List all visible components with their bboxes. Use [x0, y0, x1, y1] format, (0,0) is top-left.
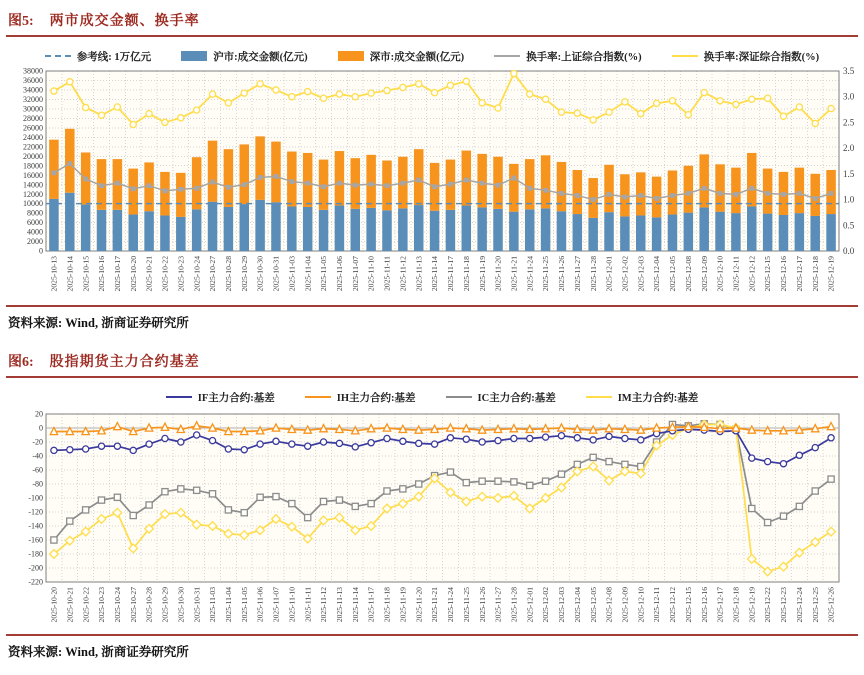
svg-text:14000: 14000 — [23, 180, 43, 190]
svg-text:2025-11-24: 2025-11-24 — [446, 587, 456, 623]
svg-text:2025-11-04: 2025-11-04 — [303, 256, 313, 292]
svg-text:2025-11-05: 2025-11-05 — [319, 256, 329, 292]
svg-text:2025-11-26: 2025-11-26 — [477, 587, 487, 623]
svg-text:2025-10-30: 2025-10-30 — [176, 587, 186, 623]
svg-text:2025-12-18: 2025-12-18 — [810, 256, 820, 292]
bar-sh — [779, 215, 789, 251]
bar-sz — [287, 152, 297, 207]
right-axis-labels — [843, 66, 855, 256]
svg-text:2025-11-14: 2025-11-14 — [350, 587, 360, 623]
svg-text:2025-11-27: 2025-11-27 — [572, 256, 582, 292]
bar-sh — [509, 212, 519, 251]
figure-6-section — [6, 347, 858, 664]
legend-item-sz-turnover — [672, 49, 820, 64]
bar-sz — [525, 159, 535, 209]
figure-6-title: 股指期货主力合约基差 — [49, 355, 200, 370]
svg-text:2025-11-19: 2025-11-19 — [477, 256, 487, 292]
bar-sh — [573, 214, 583, 251]
svg-text:2025-12-12: 2025-12-12 — [668, 587, 678, 623]
bar-sh — [810, 216, 820, 251]
svg-text:30000: 30000 — [23, 104, 43, 114]
svg-text:1.0: 1.0 — [843, 194, 855, 205]
bar-sh — [763, 214, 773, 251]
bar-sh — [113, 210, 123, 251]
legend-label-im-basis: IM主力合约:基差 — [617, 392, 699, 404]
svg-text:2025-12-09: 2025-12-09 — [620, 587, 630, 623]
svg-text:2025-10-31: 2025-10-31 — [271, 256, 281, 292]
figure-5-source: 资料来源: Wind, 浙商证券研究所 — [8, 316, 189, 330]
svg-text:8000: 8000 — [27, 208, 43, 218]
bar-sh — [731, 213, 741, 251]
bar-sh — [97, 210, 107, 251]
svg-text:-80: -80 — [32, 479, 43, 489]
bar-sh — [462, 206, 472, 251]
figure-5-legend — [6, 47, 858, 65]
svg-text:2025-11-11: 2025-11-11 — [382, 256, 392, 291]
bar-sh — [588, 218, 598, 251]
bar-sh — [795, 213, 805, 251]
x-axis-labels — [50, 587, 836, 623]
figure-5-tag: 图5: — [8, 14, 34, 29]
svg-text:2025-12-01: 2025-12-01 — [604, 256, 614, 292]
svg-text:2025-11-24: 2025-11-24 — [525, 256, 535, 292]
figure-6-title-rule — [6, 376, 858, 378]
bar-sh — [224, 207, 234, 251]
bar-sh — [176, 217, 186, 251]
figure-5-chart — [6, 65, 858, 305]
left-axis-labels — [23, 67, 43, 256]
svg-text:2025-10-31: 2025-10-31 — [192, 587, 202, 623]
bar-sh — [493, 209, 503, 251]
svg-text:2025-10-28: 2025-10-28 — [223, 255, 233, 292]
svg-text:2025-10-30: 2025-10-30 — [255, 256, 265, 292]
svg-text:38000: 38000 — [23, 66, 43, 76]
svg-text:2025-12-08: 2025-12-08 — [683, 256, 693, 292]
bar-sh — [684, 213, 694, 251]
legend-item-ih-basis — [305, 390, 416, 405]
svg-text:2025-11-18: 2025-11-18 — [461, 256, 471, 292]
figure-6-source: 资料来源: Wind, 浙商证券研究所 — [8, 645, 189, 659]
svg-text:2025-10-22: 2025-10-22 — [160, 256, 170, 292]
bar-sz — [208, 141, 218, 202]
bar-sz — [810, 174, 820, 216]
bar-sz — [573, 170, 583, 214]
svg-text:2.5: 2.5 — [843, 117, 855, 128]
legend-item-sh-turnover — [494, 49, 642, 64]
bar-sz — [715, 164, 725, 211]
svg-text:2025-11-19: 2025-11-19 — [398, 587, 408, 623]
bar-sh — [128, 215, 138, 251]
legend-swatch-sz-turnover — [672, 55, 698, 57]
bar-sz — [414, 149, 424, 205]
svg-text:2025-11-04: 2025-11-04 — [223, 587, 233, 623]
figure-5-title: 两市成交金额、换手率 — [49, 14, 200, 29]
svg-text:2025-12-24: 2025-12-24 — [794, 587, 804, 623]
bar-sz — [541, 155, 551, 208]
bar-sz — [731, 168, 741, 213]
bar-sh — [715, 212, 725, 251]
svg-text:2025-11-18: 2025-11-18 — [382, 587, 392, 623]
svg-text:2025-11-21: 2025-11-21 — [509, 255, 519, 292]
legend-label-if-basis: IF主力合约:基差 — [197, 392, 275, 404]
bar-sh — [49, 199, 59, 251]
legend-item-im-basis — [586, 390, 699, 405]
svg-text:2025-11-28: 2025-11-28 — [509, 587, 519, 623]
svg-text:16000: 16000 — [23, 170, 43, 180]
bar-sz — [224, 149, 234, 207]
svg-text:2025-12-01: 2025-12-01 — [525, 587, 535, 623]
bar-sh — [557, 211, 567, 251]
svg-text:-200: -200 — [28, 563, 43, 573]
bar-sh — [240, 204, 250, 251]
legend-label-ih-basis: IH主力合约:基差 — [336, 392, 416, 404]
svg-text:2025-10-21: 2025-10-21 — [144, 256, 154, 292]
figure-5-header — [6, 6, 858, 30]
svg-text:20000: 20000 — [23, 151, 43, 161]
svg-text:2025-12-22: 2025-12-22 — [763, 587, 773, 623]
svg-text:24000: 24000 — [23, 132, 43, 142]
svg-text:2025-11-20: 2025-11-20 — [493, 256, 503, 292]
legend-item-sh-amount — [181, 49, 308, 64]
bar-sh — [620, 216, 630, 251]
svg-text:2025-10-27: 2025-10-27 — [128, 587, 138, 623]
svg-text:2025-11-26: 2025-11-26 — [557, 256, 567, 292]
svg-text:2025-10-24: 2025-10-24 — [192, 256, 202, 292]
bar-sz — [747, 153, 757, 207]
svg-text:2025-12-16: 2025-12-16 — [699, 587, 709, 623]
svg-text:2025-12-10: 2025-12-10 — [636, 587, 646, 623]
figure-6-tag: 图6: — [8, 355, 34, 370]
svg-text:0.0: 0.0 — [843, 246, 855, 256]
svg-text:3.5: 3.5 — [843, 66, 855, 76]
svg-text:2.0: 2.0 — [843, 143, 855, 154]
bar-sh — [525, 209, 535, 251]
svg-text:2025-10-22: 2025-10-22 — [81, 587, 91, 623]
legend-label-sz-turnover: 换手率:深证综合指数(%) — [703, 51, 820, 63]
svg-text:2025-12-11: 2025-12-11 — [731, 256, 741, 292]
svg-text:-20: -20 — [32, 437, 43, 447]
svg-text:2025-11-10: 2025-11-10 — [287, 587, 297, 623]
bar-sh — [192, 209, 202, 251]
svg-text:2025-12-03: 2025-12-03 — [636, 256, 646, 292]
bar-sz — [699, 154, 709, 207]
svg-text:2025-12-09: 2025-12-09 — [699, 256, 709, 292]
legend-label-sh-amount: 沪市:成交金额(亿元) — [213, 51, 308, 63]
bar-sh — [636, 215, 646, 251]
svg-text:2025-11-13: 2025-11-13 — [414, 256, 424, 292]
legend-label-ref-1wan: 参考线: 1万亿元 — [76, 51, 152, 63]
bar-sh — [652, 217, 662, 251]
svg-text:12000: 12000 — [23, 189, 43, 199]
svg-text:2025-12-17: 2025-12-17 — [715, 587, 725, 623]
svg-text:2025-11-06: 2025-11-06 — [335, 256, 345, 292]
legend-swatch-if-basis — [166, 396, 192, 398]
bar-sz — [49, 140, 59, 199]
svg-text:2025-11-17: 2025-11-17 — [446, 256, 456, 292]
legend-label-ic-basis: IC主力合约:基差 — [477, 392, 556, 404]
svg-text:-160: -160 — [28, 535, 43, 545]
legend-item-ic-basis — [446, 390, 556, 405]
svg-text:26000: 26000 — [23, 123, 43, 133]
svg-text:2025-11-05: 2025-11-05 — [239, 587, 249, 623]
svg-text:2025-10-28: 2025-10-28 — [144, 587, 154, 623]
svg-text:2025-12-05: 2025-12-05 — [668, 256, 678, 292]
bar-sh — [668, 215, 678, 251]
svg-text:2025-11-07: 2025-11-07 — [350, 256, 360, 292]
bar-sh — [144, 211, 154, 251]
svg-text:2025-11-13: 2025-11-13 — [335, 587, 345, 623]
figure-6-legend — [6, 388, 858, 406]
bar-sh — [699, 207, 709, 251]
svg-text:2025-11-12: 2025-11-12 — [319, 587, 329, 623]
bar-sz — [65, 129, 75, 193]
svg-text:-60: -60 — [32, 465, 43, 475]
svg-text:2025-11-10: 2025-11-10 — [366, 256, 376, 292]
svg-text:10000: 10000 — [23, 199, 43, 209]
bar-sh — [160, 215, 170, 251]
figure-5-section — [6, 6, 858, 335]
bar-sz — [128, 169, 138, 215]
bar-sz — [160, 172, 170, 216]
svg-text:2025-10-29: 2025-10-29 — [239, 256, 249, 292]
bar-sz — [477, 154, 487, 208]
svg-text:2025-11-07: 2025-11-07 — [271, 587, 281, 623]
bar-sz — [176, 173, 186, 217]
svg-text:3.0: 3.0 — [843, 91, 855, 102]
bar-sh — [255, 200, 264, 251]
figure-6-header — [6, 347, 858, 371]
svg-text:2025-10-27: 2025-10-27 — [208, 256, 218, 292]
svg-text:-220: -220 — [28, 577, 43, 587]
svg-text:2025-12-05: 2025-12-05 — [588, 587, 598, 623]
bar-sz — [255, 136, 264, 199]
svg-text:-140: -140 — [28, 521, 43, 531]
bar-sz — [668, 170, 678, 214]
svg-text:2025-10-24: 2025-10-24 — [112, 587, 122, 623]
svg-text:2025-12-12: 2025-12-12 — [747, 256, 757, 292]
svg-text:2025-12-19: 2025-12-19 — [747, 587, 757, 623]
svg-text:2000: 2000 — [27, 237, 43, 247]
bar-sh — [81, 205, 91, 251]
bar-sh — [287, 206, 297, 251]
svg-text:2025-11-03: 2025-11-03 — [208, 587, 218, 623]
legend-label-sz-amount: 深市:成交金额(亿元) — [369, 51, 465, 63]
bar-sh — [319, 210, 329, 251]
svg-text:2025-11-25: 2025-11-25 — [541, 256, 551, 292]
bar-sz — [335, 151, 345, 205]
legend-item-ref-1wan — [45, 49, 151, 64]
svg-text:2025-11-25: 2025-11-25 — [461, 587, 471, 623]
bar-sh — [430, 211, 440, 251]
legend-swatch-ic-basis — [446, 396, 472, 398]
bar-sz — [192, 157, 202, 209]
svg-text:6000: 6000 — [27, 218, 43, 228]
svg-text:34000: 34000 — [23, 85, 43, 95]
bar-sh — [335, 206, 345, 251]
svg-text:2025-12-26: 2025-12-26 — [826, 587, 836, 623]
svg-text:2025-10-15: 2025-10-15 — [81, 256, 91, 292]
svg-text:2025-12-02: 2025-12-02 — [620, 256, 630, 292]
bar-sh — [826, 214, 836, 251]
svg-text:2025-11-20: 2025-11-20 — [414, 587, 424, 623]
bar-sh — [351, 209, 361, 251]
bar-sz — [366, 155, 376, 208]
bar-sh — [303, 207, 313, 251]
svg-text:0: 0 — [39, 423, 43, 433]
svg-text:18000: 18000 — [23, 161, 43, 171]
svg-text:-100: -100 — [28, 493, 43, 503]
svg-text:2025-12-02: 2025-12-02 — [541, 587, 551, 623]
bar-sh — [477, 207, 487, 251]
svg-text:2025-12-16: 2025-12-16 — [779, 256, 789, 292]
bar-sz — [604, 165, 614, 212]
svg-text:2025-11-27: 2025-11-27 — [493, 587, 503, 623]
bar-sh — [366, 208, 376, 251]
bar-sh — [604, 212, 614, 251]
svg-text:2025-12-11: 2025-12-11 — [652, 587, 662, 623]
svg-text:2025-11-06: 2025-11-06 — [255, 587, 265, 623]
svg-text:4000: 4000 — [27, 227, 43, 237]
svg-text:2025-10-29: 2025-10-29 — [160, 587, 170, 623]
legend-swatch-sh-amount — [181, 51, 207, 61]
svg-text:2025-12-19: 2025-12-19 — [826, 256, 836, 292]
bar-sz — [240, 144, 250, 204]
bar-sz — [303, 153, 313, 207]
legend-swatch-sz-amount — [338, 51, 364, 61]
bar-sh — [446, 210, 456, 251]
svg-text:2025-10-16: 2025-10-16 — [97, 256, 107, 292]
y-axis-labels — [28, 410, 43, 587]
svg-text:2025-11-12: 2025-11-12 — [398, 256, 408, 292]
svg-text:2025-11-11: 2025-11-11 — [303, 587, 313, 622]
svg-text:22000: 22000 — [23, 142, 43, 152]
bar-sh — [414, 205, 424, 251]
svg-text:2025-12-17: 2025-12-17 — [794, 256, 804, 292]
figure-5-title-rule — [6, 35, 858, 37]
svg-text:-120: -120 — [28, 507, 43, 517]
svg-text:2025-11-14: 2025-11-14 — [430, 256, 440, 292]
bar-sh — [398, 208, 408, 251]
bar-sh — [65, 193, 75, 251]
svg-text:2025-11-21: 2025-11-21 — [430, 587, 440, 623]
legend-label-sh-turnover: 换手率:上证综合指数(%) — [526, 51, 642, 63]
svg-text:2025-10-21: 2025-10-21 — [65, 587, 75, 623]
svg-text:-180: -180 — [28, 549, 43, 559]
legend-swatch-ref-1wan — [45, 55, 71, 57]
bar-sh — [541, 208, 551, 251]
bar-sz — [795, 168, 805, 213]
svg-text:1.5: 1.5 — [843, 168, 855, 179]
svg-text:2025-11-17: 2025-11-17 — [366, 587, 376, 623]
bar-sh — [208, 202, 218, 251]
svg-text:2025-12-25: 2025-12-25 — [810, 587, 820, 623]
svg-text:2025-12-15: 2025-12-15 — [763, 256, 773, 292]
svg-text:2025-12-23: 2025-12-23 — [779, 587, 789, 623]
bar-sh — [382, 210, 392, 251]
svg-text:2025-10-17: 2025-10-17 — [112, 256, 122, 292]
svg-text:2025-12-10: 2025-12-10 — [715, 256, 725, 292]
svg-text:2025-12-03: 2025-12-03 — [557, 587, 567, 623]
svg-text:36000: 36000 — [23, 76, 43, 86]
svg-text:2025-12-04: 2025-12-04 — [572, 587, 582, 623]
svg-text:32000: 32000 — [23, 95, 43, 105]
svg-text:2025-10-23: 2025-10-23 — [176, 256, 186, 292]
svg-text:-40: -40 — [32, 451, 43, 461]
svg-text:2025-10-20: 2025-10-20 — [49, 587, 59, 623]
legend-swatch-ih-basis — [305, 396, 331, 398]
svg-text:2025-12-15: 2025-12-15 — [683, 587, 693, 623]
bar-sz — [684, 166, 694, 213]
svg-text:2025-12-18: 2025-12-18 — [731, 587, 741, 623]
figure-6-chart — [6, 406, 858, 634]
bar-sh — [747, 206, 757, 251]
svg-text:2025-10-13: 2025-10-13 — [49, 256, 59, 292]
svg-text:28000: 28000 — [23, 113, 43, 123]
svg-text:2025-10-14: 2025-10-14 — [65, 256, 75, 292]
legend-item-sz-amount — [338, 49, 465, 64]
x-axis-labels — [50, 256, 836, 292]
svg-text:20: 20 — [35, 409, 43, 419]
svg-text:2025-10-20: 2025-10-20 — [128, 256, 138, 292]
svg-text:2025-11-03: 2025-11-03 — [287, 256, 297, 292]
legend-item-if-basis — [166, 390, 275, 405]
svg-text:0: 0 — [39, 246, 43, 256]
svg-text:2025-12-04: 2025-12-04 — [652, 256, 662, 292]
svg-text:2025-10-23: 2025-10-23 — [97, 587, 107, 623]
svg-text:2025-12-08: 2025-12-08 — [604, 587, 614, 623]
svg-text:0.5: 0.5 — [843, 220, 855, 231]
bar-sh — [271, 202, 281, 251]
bar-sz — [509, 164, 519, 212]
legend-swatch-sh-turnover — [494, 55, 520, 57]
svg-text:2025-11-28: 2025-11-28 — [588, 256, 598, 292]
legend-swatch-im-basis — [586, 396, 612, 398]
bar-sz — [271, 142, 281, 203]
